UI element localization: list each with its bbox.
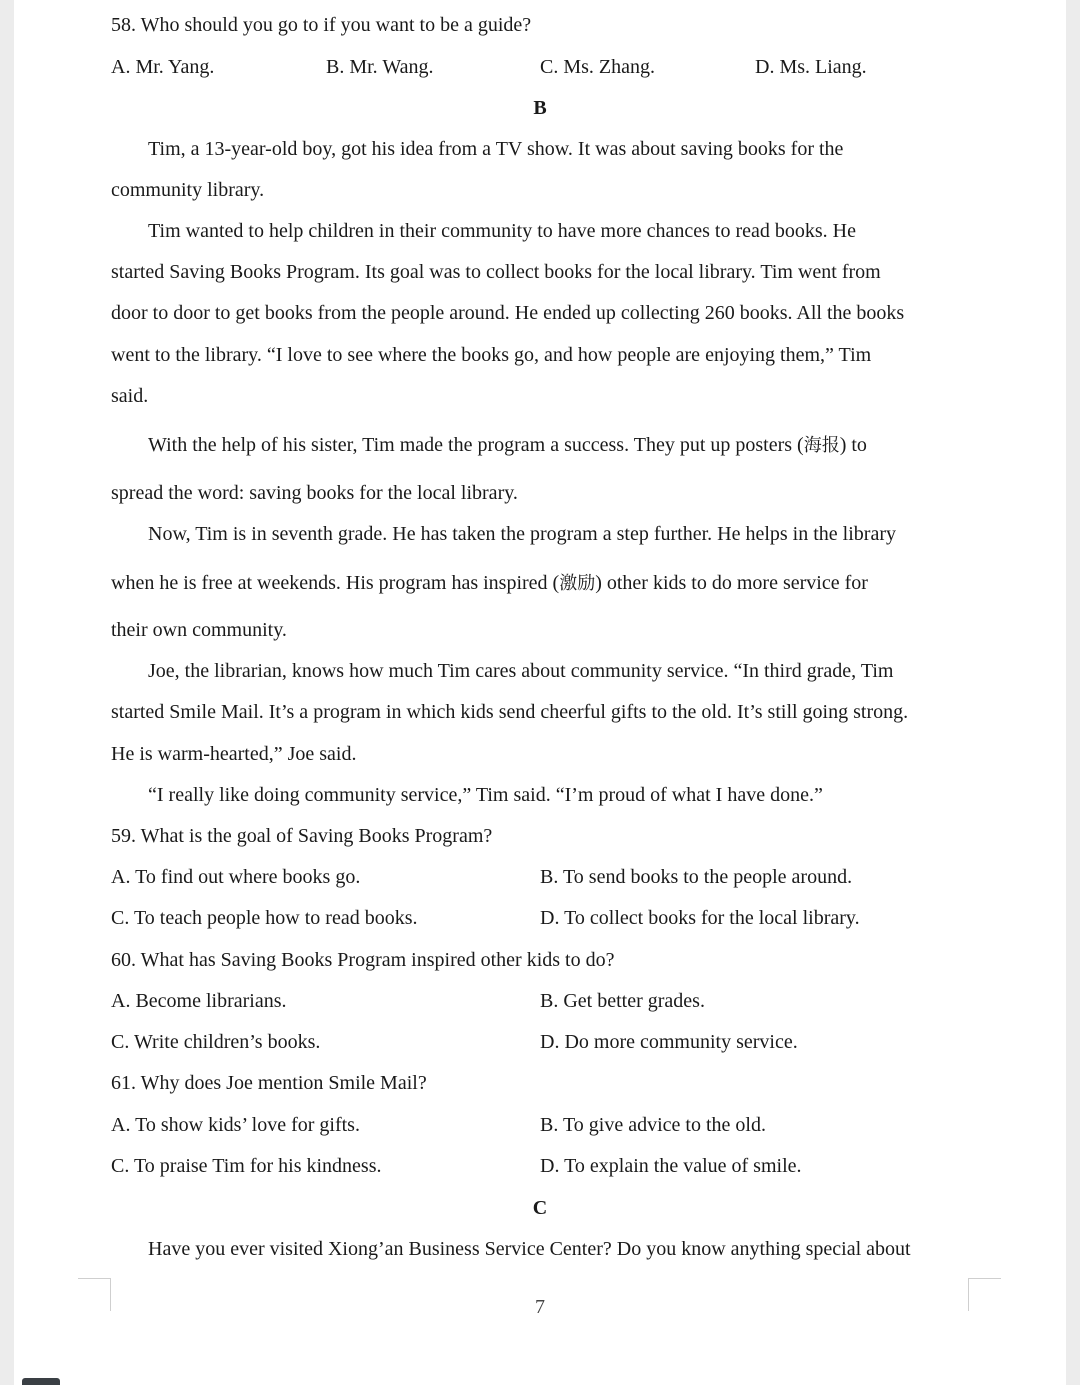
- passage-line: Have you ever visited Xiong’an Business Service Center? Do you know anything special about: [148, 1238, 911, 1260]
- cjk-gloss: 激励: [559, 573, 596, 594]
- passage-text: ) other kids to do more service for: [595, 572, 868, 594]
- passage-text: when he is free at weekends. His program has inspired (: [111, 572, 560, 594]
- question-61: 61. Why does Joe mention Smile Mail?: [111, 1072, 427, 1094]
- passage-line: “I really like doing community service,” Tim said. “I’m proud of what I have done.”: [148, 784, 823, 806]
- passage-line: spread the word: saving books for the local library.: [111, 482, 518, 504]
- q58-option-d: D. Ms. Liang.: [755, 56, 867, 78]
- passage-line: Now, Tim is in seventh grade. He has taken the program a step further. He helps in the library: [148, 523, 896, 545]
- passage-line: started Saving Books Program. Its goal was to collect books for the local library. Tim went from: [111, 261, 881, 283]
- passage-line: started Smile Mail. It’s a program in which kids send cheerful gifts to the old. It’s still going strong.: [111, 701, 909, 723]
- page-tab-handle[interactable]: [22, 1378, 60, 1385]
- passage-line: Tim wanted to help children in their community to have more chances to read books. He: [148, 220, 856, 242]
- q58-option-a: A. Mr. Yang.: [111, 56, 215, 78]
- q59-option-b: B. To send books to the people around.: [540, 866, 853, 888]
- page-number: 7: [535, 1296, 545, 1318]
- passage-line-posters: [148, 433, 867, 458]
- q59-option-c: C. To teach people how to read books.: [111, 907, 418, 929]
- section-heading-c: C: [532, 1197, 548, 1219]
- passage-line: He is warm-hearted,” Joe said.: [111, 743, 357, 765]
- passage-line: said.: [111, 385, 149, 407]
- passage-line: community library.: [111, 179, 265, 201]
- q58-option-c: C. Ms. Zhang.: [540, 56, 655, 78]
- question-60: 60. What has Saving Books Program inspired other kids to do?: [111, 949, 615, 971]
- q60-option-c: C. Write children’s books.: [111, 1031, 321, 1053]
- question-59: 59. What is the goal of Saving Books Program?: [111, 825, 493, 847]
- q60-option-d: D. Do more community service.: [540, 1031, 798, 1053]
- q61-option-c: C. To praise Tim for his kindness.: [111, 1155, 382, 1177]
- passage-line: their own community.: [111, 619, 287, 641]
- q61-option-a: A. To show kids’ love for gifts.: [111, 1114, 360, 1136]
- q61-option-b: B. To give advice to the old.: [540, 1114, 766, 1136]
- passage-line: Joe, the librarian, knows how much Tim cares about community service. “In third grade, Tim: [148, 660, 894, 682]
- q59-option-d: D. To collect books for the local library.: [540, 907, 860, 929]
- q61-option-d: D. To explain the value of smile.: [540, 1155, 802, 1177]
- passage-text: ) to: [839, 434, 867, 456]
- section-heading-b: B: [533, 97, 547, 119]
- passage-text: With the help of his sister, Tim made the program a success. They put up posters (: [148, 434, 804, 456]
- cjk-gloss: 海报: [803, 435, 840, 456]
- q60-option-a: A. Become librarians.: [111, 990, 287, 1012]
- q59-option-a: A. To find out where books go.: [111, 866, 361, 888]
- q60-option-b: B. Get better grades.: [540, 990, 705, 1012]
- question-58: 58. Who should you go to if you want to be a guide?: [111, 14, 532, 36]
- passage-line: went to the library. “I love to see where the books go, and how people are enjoying them,” Tim: [111, 344, 872, 366]
- passage-line: Tim, a 13-year-old boy, got his idea from a TV show. It was about saving books for the: [148, 138, 844, 160]
- q58-option-b: B. Mr. Wang.: [326, 56, 434, 78]
- passage-line-inspired: [111, 571, 868, 596]
- passage-line: door to door to get books from the people around. He ended up collecting 260 books. All the books: [111, 302, 905, 324]
